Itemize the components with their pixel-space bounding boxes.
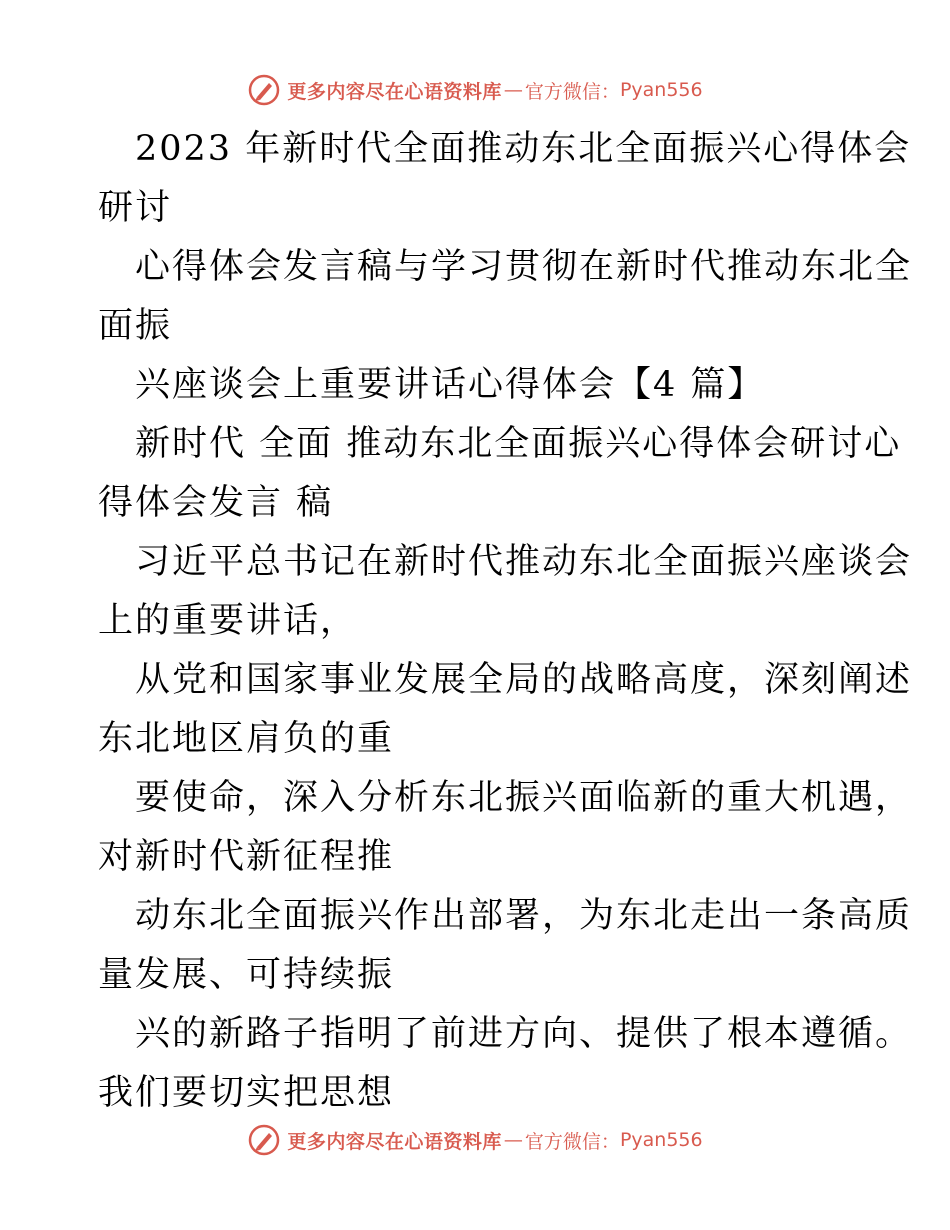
document-body xyxy=(98,120,913,1123)
paragraph-line: 2023 年新时代全面推动东北全面振兴心得体会 xyxy=(135,129,912,169)
paragraph-line: 动东北全面振兴作出部署，为东北走出一条高质 xyxy=(135,896,913,936)
footer-site-text: 更多内容尽在心语资料库 xyxy=(287,1130,502,1153)
paragraph xyxy=(98,120,912,238)
paragraph-line: 面振 xyxy=(98,306,173,346)
footer-watermark xyxy=(0,1120,950,1160)
paragraph-line: 要使命，深入分析东北振兴面临新的重大机遇， xyxy=(135,778,913,818)
header-watermark xyxy=(0,70,950,110)
paragraph-line: 上的重要讲话， xyxy=(98,601,358,641)
paragraph-line: 我们要切实把思想 xyxy=(98,1073,395,1113)
footer-wechat-id: Pyan556 xyxy=(619,1129,703,1151)
paragraph-line: 兴的新路子指明了前进方向、提供了根本遵循。 xyxy=(135,1014,913,1054)
paragraph-line: 研讨 xyxy=(98,188,173,228)
paragraph-line: 对新时代新征程推 xyxy=(98,837,395,877)
paragraph xyxy=(98,533,913,651)
paragraph xyxy=(98,651,913,769)
pen-logo-icon xyxy=(247,1123,281,1157)
header-site-text: 更多内容尽在心语资料库 xyxy=(287,80,502,103)
footer-dash: — xyxy=(503,1129,523,1151)
paragraph-line: 从党和国家事业发展全局的战略高度，深刻阐述 xyxy=(135,660,913,700)
footer-official-label: 官方微信： xyxy=(524,1130,620,1153)
paragraph xyxy=(98,356,858,415)
pen-logo-icon xyxy=(247,73,281,107)
paragraph xyxy=(98,238,913,356)
paragraph-line: 习近平总书记在新时代推动东北全面振兴座谈会 xyxy=(135,542,913,582)
paragraph-line: 兴座谈会上重要讲话心得体会【4 篇】 xyxy=(135,365,765,405)
paragraph xyxy=(98,769,913,887)
header-wechat-id: Pyan556 xyxy=(619,79,703,101)
paragraph-line: 量发展、可持续振 xyxy=(98,955,395,995)
header-official-label: 官方微信： xyxy=(524,80,620,103)
paragraph xyxy=(98,415,902,533)
paragraph xyxy=(98,1005,913,1123)
paragraph-line: 心得体会发言稿与学习贯彻在新时代推动东北全 xyxy=(135,247,913,287)
paragraph-line: 东北地区肩负的重 xyxy=(98,719,395,759)
header-dash: — xyxy=(503,79,523,101)
paragraph xyxy=(98,887,913,1005)
paragraph-line: 得体会发言 稿 xyxy=(98,483,334,523)
paragraph-line: 新时代 全面 推动东北全面振兴心得体会研讨心 xyxy=(135,424,902,464)
